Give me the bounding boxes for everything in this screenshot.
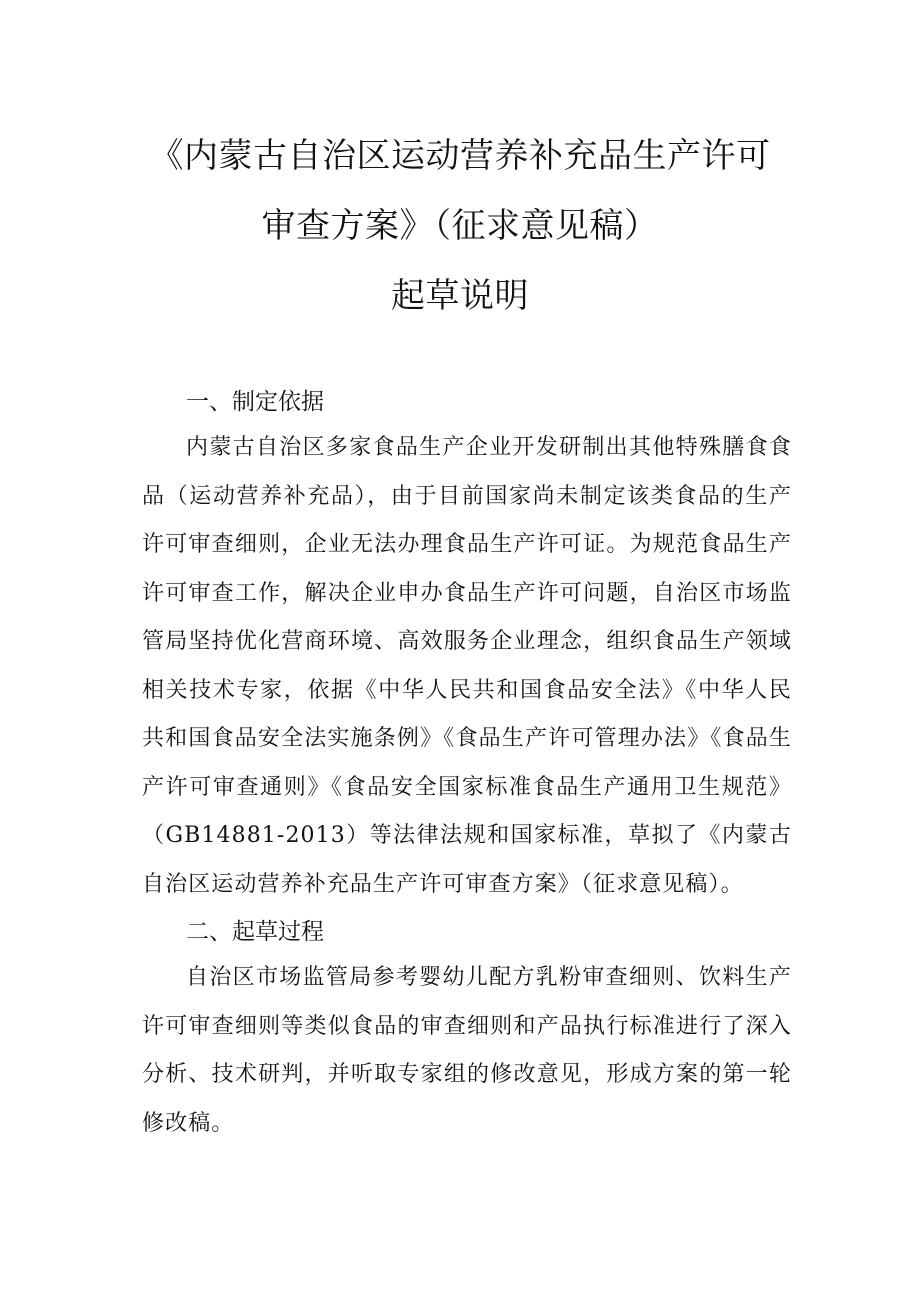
section-heading-basis: 一、制定依据: [186, 389, 324, 415]
section-paragraph-process: 自治区市场监管局参考婴幼儿配方乳粉审查细则、饮料生产许可审查细则等类似食品的审查细则和产品执行标准进行了深入分析、技术研判，并听取专家组的修改意见，形成方案的第一轮修改稿。: [142, 965, 792, 1136]
document-title-line-1: 《内蒙古自治区运动营养补充品生产许可: [149, 136, 771, 176]
document-title-line-2: 审查方案》（征求意见稿）: [261, 206, 659, 246]
section-paragraph-basis: 内蒙古自治区多家食品生产企业开发研制出其他特殊膳食食品（运动营养补充品），由于目前国家尚未制定该类食品的生产许可审查细则，企业无法办理食品生产许可证。为规范食品生产许可审查工作，解决企业申办食品生产许可问题，自治区市场监管局坚持优化营商环境、高效服务企业理念，组织食品生产领域相关技术专家，依据《中华人民共和国食品安全法》《中华人民共和国食品安全法实施条例》《食品生产许可管理办法》《食品生产许可审查通则》《食品安全国家标准食品生产通用卫生规范》（GB14881-2013）等法律法规和国家标准，草拟了《内蒙古自治区运动营养补充品生产许可审查方案》（征求意见稿）。: [142, 435, 792, 897]
document-title-line-3: 起草说明: [391, 276, 529, 316]
section-heading-process: 二、起草过程: [186, 919, 324, 945]
